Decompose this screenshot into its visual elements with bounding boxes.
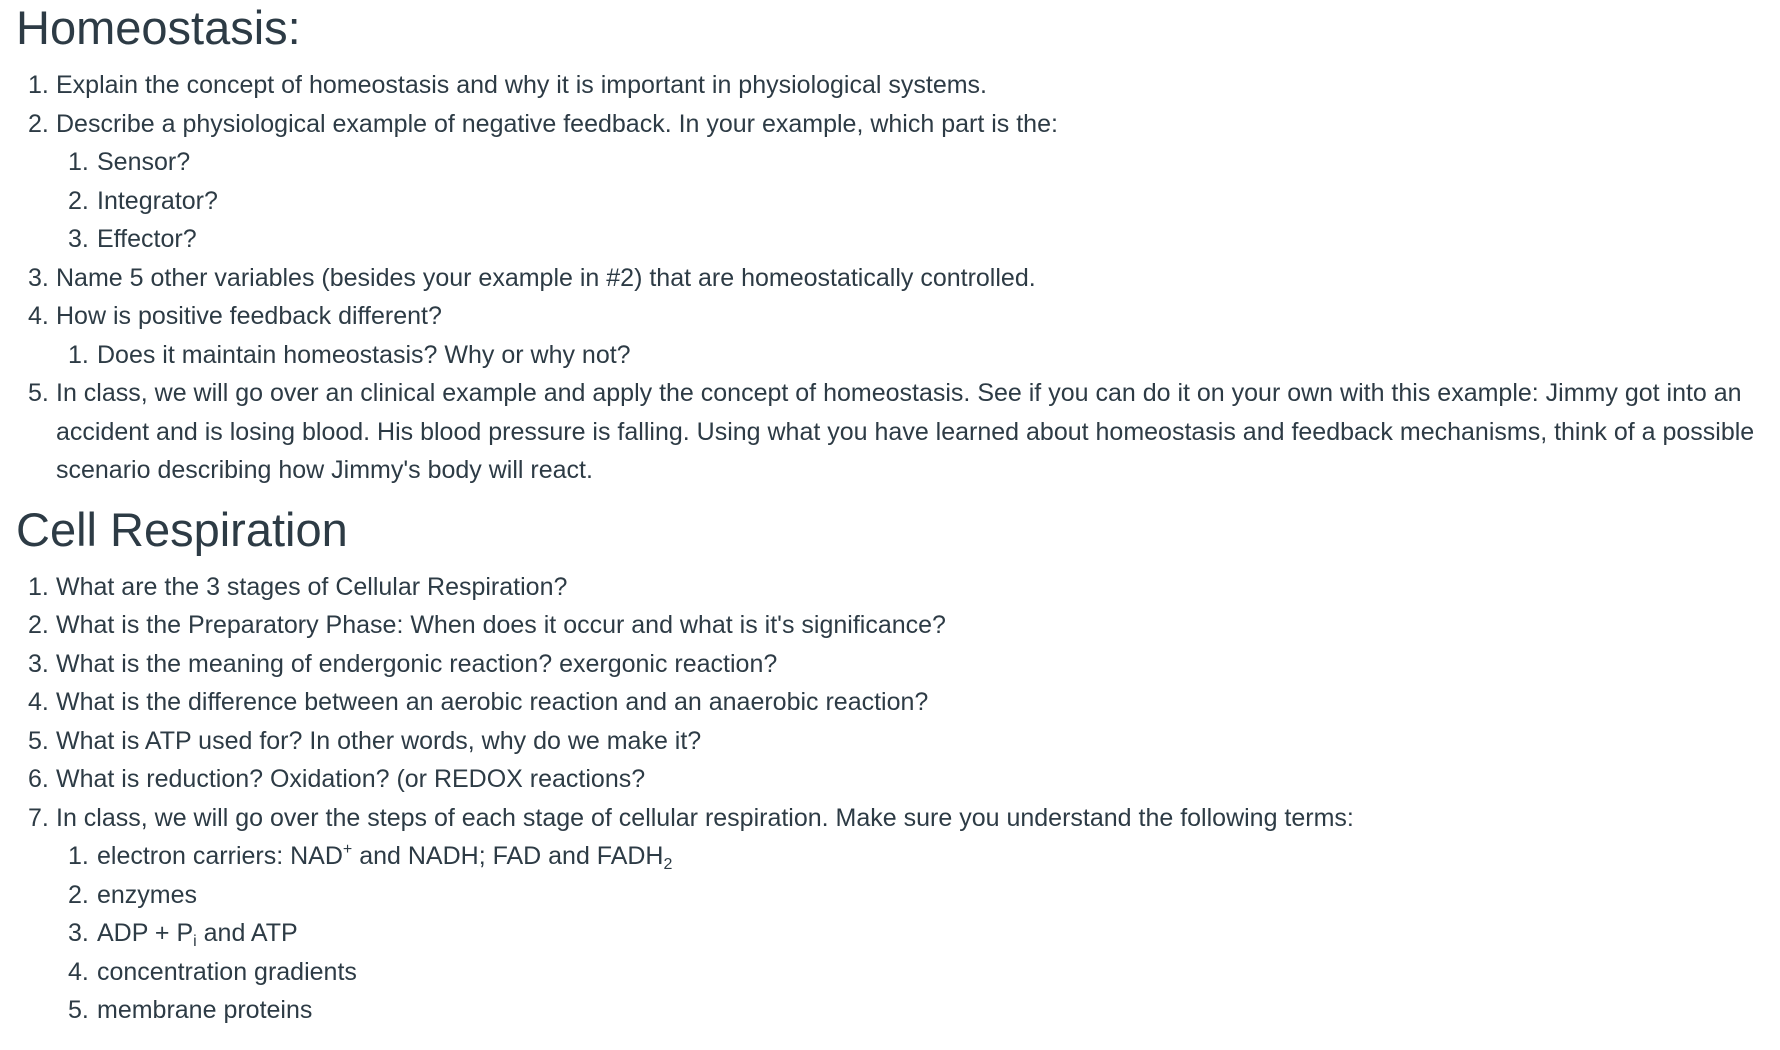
question-text: What are the 3 stages of Cellular Respiration? (56, 572, 568, 601)
list-item (16, 66, 1764, 105)
list-number: 5. (28, 726, 49, 755)
sub-question-text: Integrator? (97, 186, 218, 215)
list-number: 7. (28, 803, 49, 832)
list-number: 3. (68, 225, 89, 253)
list-item (16, 722, 1764, 761)
question-text: In class, we will go over an clinical example and apply the concept of homeostasis. See if you can do it on your own with this example: Jimmy got into an accident and is losing blood. His blood pressure is falling. Using what you have learned about homeostasis and feedback mechanisms, think of a possible scenario describing how Jimmy's body will react. (56, 379, 1755, 484)
question-text: How is positive feedback different? (56, 302, 442, 330)
subscript: 2 (663, 856, 673, 873)
term-text: ADP + $P_i$ and ATP (97, 919, 298, 950)
list-number: 2. (28, 109, 49, 138)
term-text: concentration gradients (97, 957, 357, 986)
list-item (16, 297, 1764, 374)
list-number: 2. (68, 186, 89, 215)
list-item (16, 568, 1764, 607)
list-number: 4. (28, 688, 49, 716)
sub-question-text: Effector? (97, 225, 197, 253)
list-number: 4. (28, 302, 49, 330)
sub-question-text: Does it maintain homeostasis? Why or why not? (97, 340, 631, 369)
list-number: 6. (28, 765, 49, 793)
question-text: In class, we will go over the steps of each stage of cellular respiration. Make sure you understand the following terms: (56, 803, 1354, 832)
superscript: + (342, 841, 353, 858)
sub-list-item (16, 991, 1764, 1030)
list-item (16, 606, 1764, 645)
list-number: 1. (68, 842, 89, 870)
question-text: What is ATP used for? In other words, why do we make it? (56, 726, 702, 755)
sub-question-list (56, 336, 1764, 375)
section-heading-homeostasis: Homeostasis: (16, 1, 301, 54)
sub-question-text: Sensor? (97, 148, 191, 176)
list-number: 1. (28, 71, 49, 99)
list-number: 2. (68, 880, 89, 909)
sub-list-item (16, 914, 1764, 953)
cell-respiration-question-list (16, 568, 1764, 1030)
list-item (16, 259, 1764, 298)
term-text: electron carriers: NAD+ and NADH; FAD and $FADH_2$ (97, 841, 673, 873)
question-text: Name 5 other variables (besides your example in #2) that are homeostatically controlled. (56, 263, 1036, 292)
question-text: What is the difference between an aerobic reaction and an anaerobic reaction? (56, 688, 929, 716)
list-item (16, 105, 1764, 259)
sub-list-item (16, 876, 1764, 915)
term-text: enzymes (97, 880, 198, 909)
sub-list-item (16, 182, 1764, 221)
sub-list-item (16, 953, 1764, 992)
list-item (16, 645, 1764, 684)
sub-question-list (56, 143, 1764, 259)
question-text: Explain the concept of homeostasis and why it is important in physiological systems. (56, 71, 988, 99)
term-text: membrane proteins (97, 996, 313, 1024)
list-number: 3. (68, 919, 89, 947)
list-number: 1. (68, 340, 89, 369)
sub-list-item (16, 220, 1764, 259)
subscript: i (193, 933, 197, 950)
list-number: 5. (68, 996, 89, 1024)
sub-list-item (16, 143, 1764, 182)
list-item (16, 799, 1764, 1030)
list-item (16, 374, 1764, 490)
question-text: Describe a physiological example of negative feedback. In your example, which part is the: (56, 109, 1058, 138)
list-number: 3. (28, 263, 49, 292)
list-number: 2. (28, 611, 49, 639)
list-number: 4. (68, 957, 89, 986)
homeostasis-question-list (16, 66, 1764, 490)
list-number: 3. (28, 649, 49, 678)
sub-list-item (16, 837, 1764, 876)
sub-list-item (16, 336, 1764, 375)
terms-list (56, 837, 1764, 1030)
question-text: What is the Preparatory Phase: When does it occur and what is it's significance? (56, 611, 946, 639)
question-text: What is the meaning of endergonic reaction? exergonic reaction? (56, 649, 778, 678)
question-text: What is reduction? Oxidation? (or REDOX reactions? (56, 765, 646, 793)
list-item (16, 683, 1764, 722)
list-number: 5. (28, 379, 49, 407)
section-heading-cell-respiration: Cell Respiration (16, 502, 348, 556)
list-number: 1. (68, 148, 89, 176)
list-item (16, 760, 1764, 799)
list-number: 1. (28, 572, 49, 601)
